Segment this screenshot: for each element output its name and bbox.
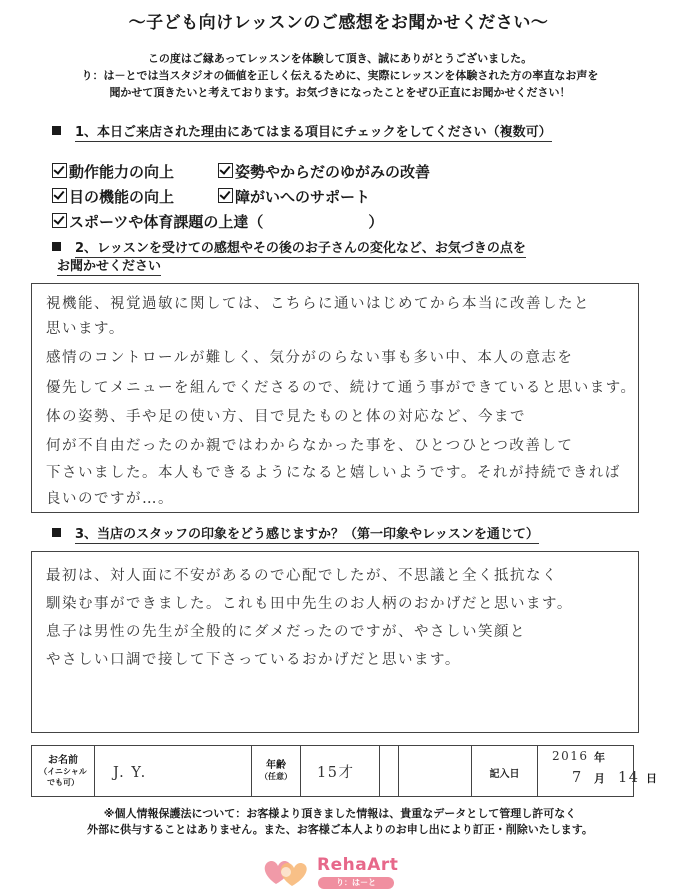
year-value: 2016 <box>552 749 589 763</box>
section2-answer-box[interactable] <box>31 283 639 513</box>
section-bullet-icon <box>52 126 61 135</box>
age-label-cell: 年齢 （任意） <box>252 746 301 797</box>
section-bullet-icon <box>52 242 61 251</box>
date-field[interactable] <box>538 746 657 797</box>
checked-checkbox-icon[interactable] <box>52 213 67 228</box>
section-bullet-icon <box>52 528 61 537</box>
section3-answer-box[interactable] <box>31 551 639 733</box>
handwritten-line: 馴染む事ができました。これも田中先生のお人柄のおかげだと思います。 <box>46 596 573 612</box>
intro-line: り：は－とでは当スタジオの価値を正しく伝えるために、実際にレッスンを体験された方の率直なお声を <box>81 69 599 82</box>
intro-line: 聞かせて頂きたいと考えております。お気づきになったことをぜひ正直にお聞かせください！ <box>109 86 571 99</box>
checkbox-option-motor[interactable]: 動作能力の向上 <box>52 161 174 182</box>
age-field[interactable]: 15才 <box>301 746 380 797</box>
handwritten-line: 息子は男性の先生が全般的にダメだったのですが、やさしい笑顔と <box>46 624 526 640</box>
checked-checkbox-icon[interactable] <box>218 163 233 178</box>
name-label-cell: お名前 （イニシャル でも可） <box>32 746 95 797</box>
handwritten-line: 体の姿勢、手や足の使い方、目で見たものと体の対応など、今まで <box>46 409 526 425</box>
handwritten-line: 感情のコントロールが難しく、気分がのらない事も多い中、本人の意志を <box>46 350 574 366</box>
checkbox-option-eye[interactable]: 目の機能の向上 <box>52 186 174 207</box>
logo-subtitle: り：は－と <box>318 877 394 889</box>
handwritten-line: 思います。 <box>46 321 125 337</box>
checked-checkbox-icon[interactable] <box>218 188 233 203</box>
privacy-notice: ※個人情報保護法について：お客様より頂きました情報は、貴重なデータとして管理し許可なく 外部に供与することはありません。また、お客様ご本人よりのお申し出により訂正・削除いたします。 <box>87 807 593 836</box>
handwritten-line: 下さいました。本人もできるようになると嬉しいようです。それが持続できれば <box>46 465 621 481</box>
handwritten-line: 何が不自由だったのか親ではわからなかった事を、ひとつひとつ改善して <box>46 438 574 454</box>
rehaart-logo <box>262 852 412 892</box>
section2-heading: 2、レッスンを受けての感想やその後のお子さんの変化など、お気づきの点を お聞かせください <box>52 240 526 276</box>
checkbox-option-support[interactable]: 障がいへのサポート <box>218 186 370 207</box>
section1-heading: 1、本日ご来店された理由にあてはまる項目にチェックをしてください（複数可） <box>52 124 552 142</box>
handwritten-line: 優先してメニューを組んでくださるので、続けて通う事ができていると思います。 <box>46 380 637 396</box>
checkbox-option-sports[interactable]: スポーツや体育課題の上達（ ） <box>52 211 383 232</box>
handwritten-line: やさしい口調で接して下さっているおかげだと思います。 <box>46 652 461 668</box>
name-field[interactable]: J. Y. <box>95 746 252 797</box>
day-value: 14 <box>618 770 640 786</box>
intro-line: この度はご縁あってレッスンを体験して頂き、誠にありがとうございました。 <box>147 52 533 65</box>
logo-wordmark: RehaArt <box>317 855 399 875</box>
checked-checkbox-icon[interactable] <box>52 188 67 203</box>
month-value: 7 <box>572 770 583 786</box>
date-label-cell: 記入日 <box>472 746 538 797</box>
info-table <box>31 745 657 797</box>
handwritten-line: 良いのですが…。 <box>46 491 174 507</box>
page-title: ～子ども向けレッスンのご感想をお聞かせください～ <box>128 13 549 33</box>
day-label: 日 <box>646 772 657 785</box>
intro-text <box>30 50 650 101</box>
hearts-logo-icon <box>262 854 312 890</box>
month-label: 月 <box>594 772 605 785</box>
handwritten-line: 視機能、視覚過敏に関しては、こちらに通いはじめてから本当に改善したと <box>46 296 590 312</box>
blank-cell <box>380 746 399 797</box>
blank-cell <box>399 746 472 797</box>
handwritten-line: 最初は、対人面に不安があるので心配でしたが、不思議と全く抵抗なく <box>46 568 558 584</box>
year-label: 年 <box>594 751 605 764</box>
checked-checkbox-icon[interactable] <box>52 163 67 178</box>
checkbox-option-posture[interactable]: 姿勢やからだのゆがみの改善 <box>218 161 430 182</box>
section3-heading: 3、当店のスタッフの印象をどう感じますか？（第一印象やレッスンを通じて） <box>52 526 539 544</box>
